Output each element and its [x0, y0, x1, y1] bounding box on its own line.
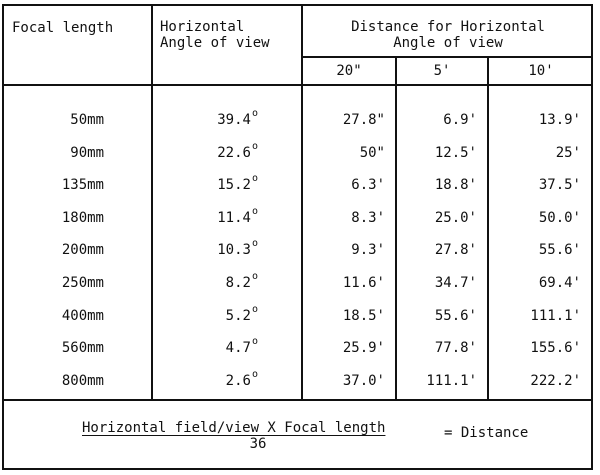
- distance-5ft-cell: 55.6': [434, 308, 477, 324]
- distance-20in-cell: 37.0': [342, 373, 385, 389]
- angle-cell: [160, 369, 258, 391]
- angle-cell: [160, 336, 258, 358]
- angle-cell: [160, 271, 258, 293]
- distance-5ft-cell: 6.9': [443, 112, 477, 128]
- angle-value: 11.4: [217, 210, 251, 226]
- header-angle-line1: Horizontal: [160, 19, 245, 35]
- subheader-5-ft: 5': [433, 63, 451, 79]
- header-divider: [301, 56, 593, 58]
- distance-20in-cell: 25.9': [342, 340, 385, 356]
- distance-5ft-cell: 111.1': [426, 373, 477, 389]
- distance-5ft-cell: 18.8': [434, 177, 477, 193]
- degree-symbol: o: [251, 304, 258, 315]
- angle-cell: [160, 238, 258, 260]
- distance-20in-cell: 18.5': [342, 308, 385, 324]
- focal-length-cell: 250mm: [61, 275, 104, 291]
- angle-cell: [160, 173, 258, 195]
- subheader-10-ft: 10': [528, 63, 554, 79]
- focal-length-cell: 90mm: [70, 145, 104, 161]
- distance-20in-cell: 50": [359, 145, 385, 161]
- table-bottom-line: [2, 399, 593, 401]
- angle-value: 8.2: [225, 275, 251, 291]
- degree-symbol: o: [251, 141, 258, 152]
- distance-5ft-cell: 77.8': [434, 340, 477, 356]
- distance-5ft-cell: 27.8': [434, 242, 477, 258]
- focal-length-cell: 180mm: [61, 210, 104, 226]
- focal-length-cell: 800mm: [61, 373, 104, 389]
- distance-20in-cell: 9.3': [351, 242, 385, 258]
- column-divider-1: [151, 4, 153, 400]
- distance-20in-cell: 11.6': [342, 275, 385, 291]
- focal-length-cell: 50mm: [70, 112, 104, 128]
- degree-symbol: o: [251, 336, 258, 347]
- header-angle-line2: Angle of view: [160, 35, 270, 51]
- focal-length-cell: 135mm: [61, 177, 104, 193]
- distance-20in-cell: 27.8": [342, 112, 385, 128]
- focal-length-cell: 560mm: [61, 340, 104, 356]
- angle-value: 39.4: [217, 112, 251, 128]
- degree-symbol: o: [251, 238, 258, 249]
- angle-value: 4.7: [225, 340, 251, 356]
- angle-cell: [160, 141, 258, 163]
- focal-length-cell: 400mm: [61, 308, 104, 324]
- subheader-20-inch: 20": [336, 63, 362, 79]
- degree-symbol: o: [251, 271, 258, 282]
- distance-10ft-cell: 111.1': [530, 308, 581, 324]
- header-distance-line1: Distance for Horizontal: [351, 19, 545, 35]
- focal-length-cell: 200mm: [61, 242, 104, 258]
- angle-cell: [160, 304, 258, 326]
- angle-value: 5.2: [225, 308, 251, 324]
- distance-10ft-cell: 155.6': [530, 340, 581, 356]
- angle-cell: [160, 206, 258, 228]
- degree-symbol: o: [251, 173, 258, 184]
- header-distance-line2: Angle of view: [393, 35, 503, 51]
- distance-20in-cell: 6.3': [351, 177, 385, 193]
- distance-10ft-cell: 55.6': [538, 242, 581, 258]
- distance-10ft-cell: 37.5': [538, 177, 581, 193]
- angle-value: 15.2: [217, 177, 251, 193]
- distance-10ft-cell: 222.2': [530, 373, 581, 389]
- distance-10ft-cell: 69.4': [538, 275, 581, 291]
- distance-5ft-cell: 12.5': [434, 145, 477, 161]
- degree-symbol: o: [251, 369, 258, 380]
- distance-20in-cell: 8.3': [351, 210, 385, 226]
- formula-numerator: Horizontal field/view X Focal length: [82, 420, 386, 436]
- degree-symbol: o: [251, 108, 258, 119]
- header-focal-length: Focal length: [12, 20, 114, 36]
- angle-value: 10.3: [217, 242, 251, 258]
- distance-5ft-cell: 25.0': [434, 210, 477, 226]
- angle-value: 2.6: [225, 373, 251, 389]
- distance-5ft-cell: 34.7': [434, 275, 477, 291]
- formula-result: = Distance: [444, 425, 529, 441]
- distance-10ft-cell: 25': [555, 145, 581, 161]
- distance-10ft-cell: 13.9': [538, 112, 581, 128]
- angle-value: 22.6: [217, 145, 251, 161]
- header-bottom-line: [2, 84, 593, 86]
- distance-10ft-cell: 50.0': [538, 210, 581, 226]
- degree-symbol: o: [251, 206, 258, 217]
- formula-denominator: 36: [249, 436, 267, 452]
- angle-cell: [160, 108, 258, 130]
